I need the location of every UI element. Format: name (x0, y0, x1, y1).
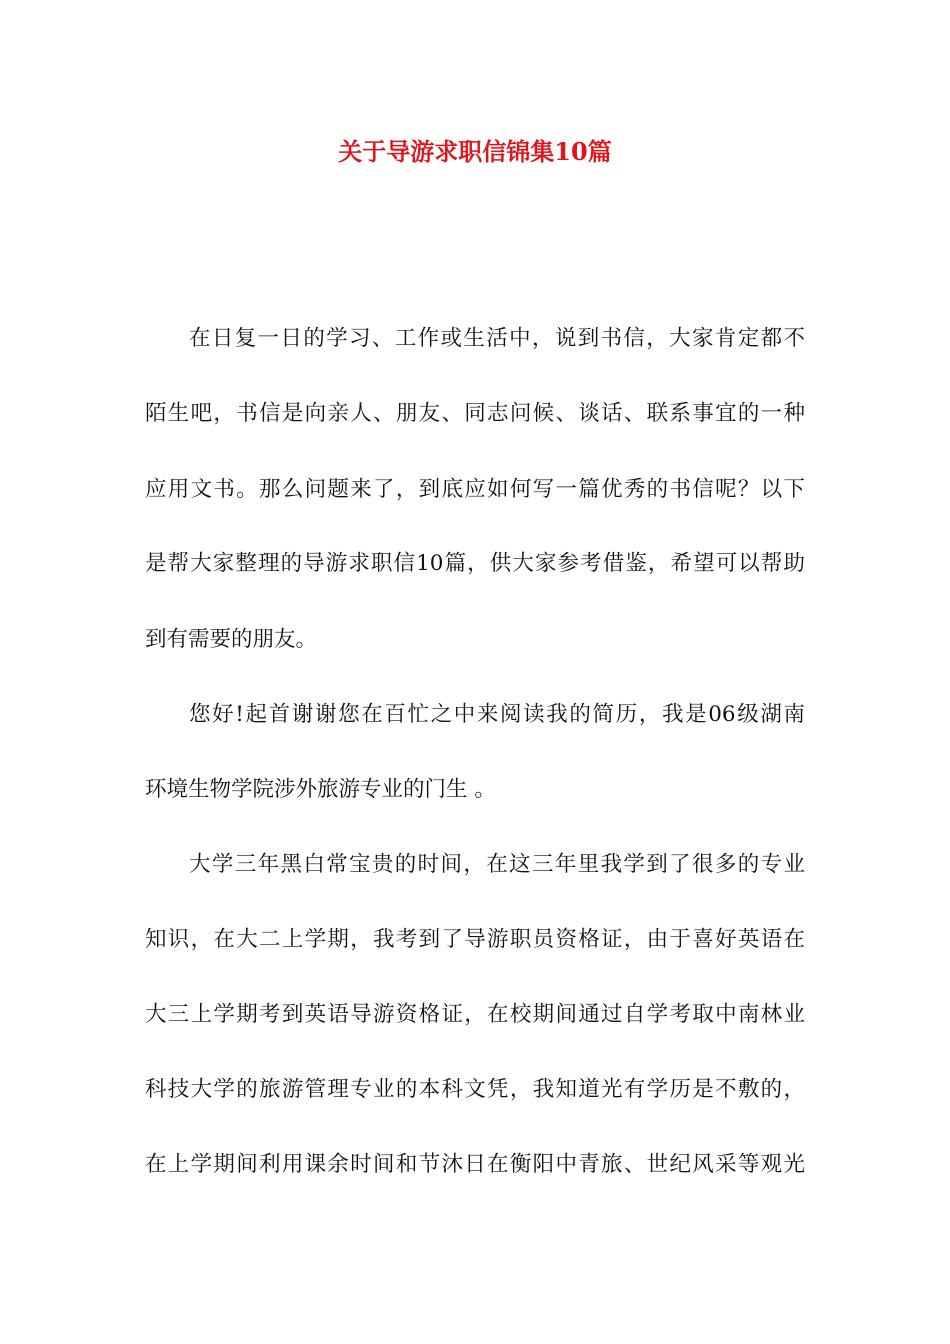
paragraph-2-line-2: 环境生物学院涉外旅游专业的门生 。 (145, 777, 496, 802)
paragraph-3-line-3: 大三上学期考到英语导游资格证，在校期间通过自学考取中南林业 (145, 1002, 805, 1027)
paragraph-1-line-4: 是帮大家整理的导游求职信10篇，供大家参考借鉴，希望可以帮助 (145, 551, 805, 576)
paragraph-2-line-1: 您好!起首谢谢您在百忙之中来阅读我的简历，我是06级湖南 (189, 702, 805, 727)
paragraph-3-line-5: 在上学期间利用课余时间和节沐日在衡阳中青旅、世纪风采等观光 (145, 1152, 805, 1177)
paragraph-3-line-4: 科技大学的旅游管理专业的本科文凭，我知道光有学历是不敷的， (145, 1077, 805, 1102)
paragraph-1-line-3: 应用文书。那么问题来了，到底应如何写一篇优秀的书信呢？以下 (145, 477, 805, 502)
paragraph-3-line-2: 知识，在大二上学期，我考到了导游职员资格证，由于喜好英语在 (145, 927, 805, 952)
paragraph-1-line-5: 到有需要的朋友。 (145, 627, 318, 652)
paragraph-1-line-1: 在日复一日的学习、工作或生活中，说到书信，大家肯定都不 (189, 326, 805, 351)
paragraph-3-line-1: 大学三年黑白常宝贵的时间，在这三年里我学到了很多的专业 (189, 852, 805, 877)
paragraph-1-line-2: 陌生吧，书信是向亲人、朋友、同志问候、谈话、联系事宜的一种 (145, 401, 805, 426)
document-title: 关于导游求职信锦集10篇 (338, 137, 612, 166)
